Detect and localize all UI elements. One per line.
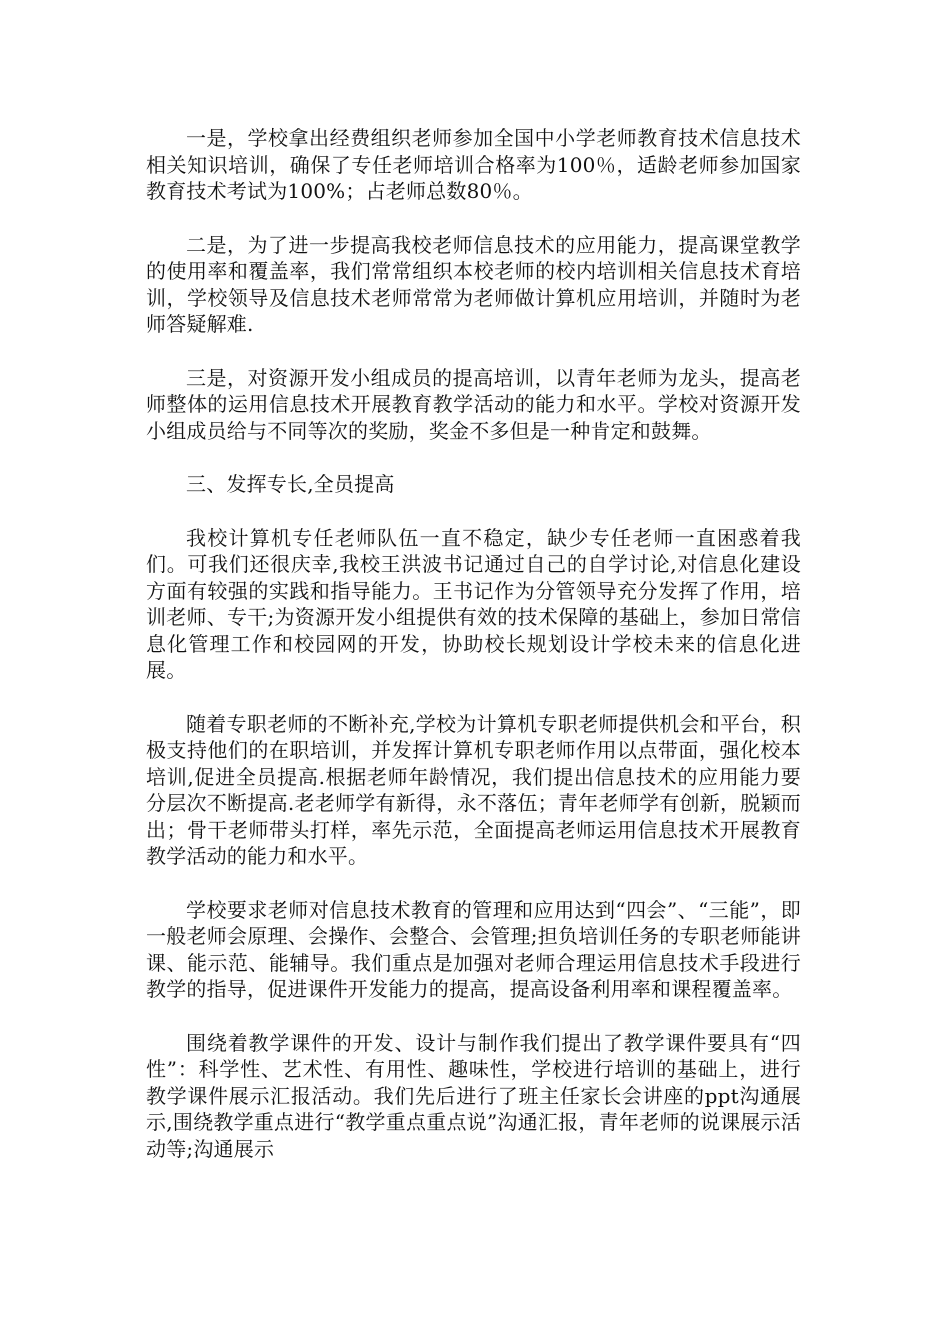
paragraph-full-staff-improvement: 随着专职老师的不断补充,学校为计算机专职老师提供机会和平台，积极支持他们的在职培训，并发挥计算机专职老师作用以点带面，强化校本培训,促进全员提高.根据老师年龄情况，我们提出信息技术的应用能力要分层次不断提高.老老师学有新得，永不落伍；青年老师学有创新，脱颖而出；骨干老师带头打样，率先示范，全面提高老师运用信息技术开展教育教学活动的能力和水平。 — [146, 711, 801, 868]
paragraph-application-ability: 二是，为了进一步提高我校老师信息技术的应用能力，提高课堂教学的使用率和覆盖率，我们常常组织本校老师的校内培训相关信息技术育培训，学校领导及信息技术老师常常为老师做计算机应用培训，并随时为老师答疑解难. — [146, 232, 801, 336]
paragraph-courseware-development: 围绕着教学课件的开发、设计与制作我们提出了教学课件要具有“四性”：科学性、艺术性、有用性、趣味性，学校进行培训的基础上，进行教学课件展示汇报活动。我们先后进行了班主任家长会讲座的ppt沟通展示,围绕教学重点进行“教学重点重点说”沟通汇报，青年老师的说课展示活动等;沟通展示 — [146, 1030, 801, 1161]
paragraph-resource-team: 三是，对资源开发小组成员的提高培训，以青年老师为龙头，提高老师整体的运用信息技术开展教育教学活动的能力和水平。学校对资源开发小组成员给与不同等次的奖励，奖金不多但是一种肯定和鼓舞。 — [146, 365, 801, 443]
section-heading: 三、发挥专长,全员提高 — [186, 472, 395, 496]
paragraph-computer-teachers: 我校计算机专任老师队伍一直不稳定，缺少专任老师一直困惑着我们。可我们还很庆幸,我校王洪波书记通过自己的自学讨论,对信息化建设方面有较强的实践和指导能力。王书记作为分管领导充分发挥了作用，培训老师、专干;为资源开发小组提供有效的技术保障的基础上，参加日常信息化管理工作和校园网的开发，协助校长规划设计学校未来的信息化进展。 — [146, 525, 801, 682]
document-body — [146, 125, 801, 1189]
paragraph-four-three-requirements: 学校要求老师对信息技术教育的管理和应用达到“四会”、“三能”，即一般老师会原理、会操作、会整合、会管理;担负培训任务的专职老师能讲课、能示范、能辅导。我们重点是加强对老师合理运用信息技术手段进行教学的指导，促进课件开发能力的提高，提高设备利用率和课程覆盖率。 — [146, 897, 801, 1001]
paragraph-training-funding: 一是，学校拿出经费组织老师参加全国中小学老师教育技术信息技术相关知识培训，确保了专任老师培训合格率为100％，适龄老师参加国家教育技术考试为100%；占老师总数80％。 — [146, 126, 801, 203]
